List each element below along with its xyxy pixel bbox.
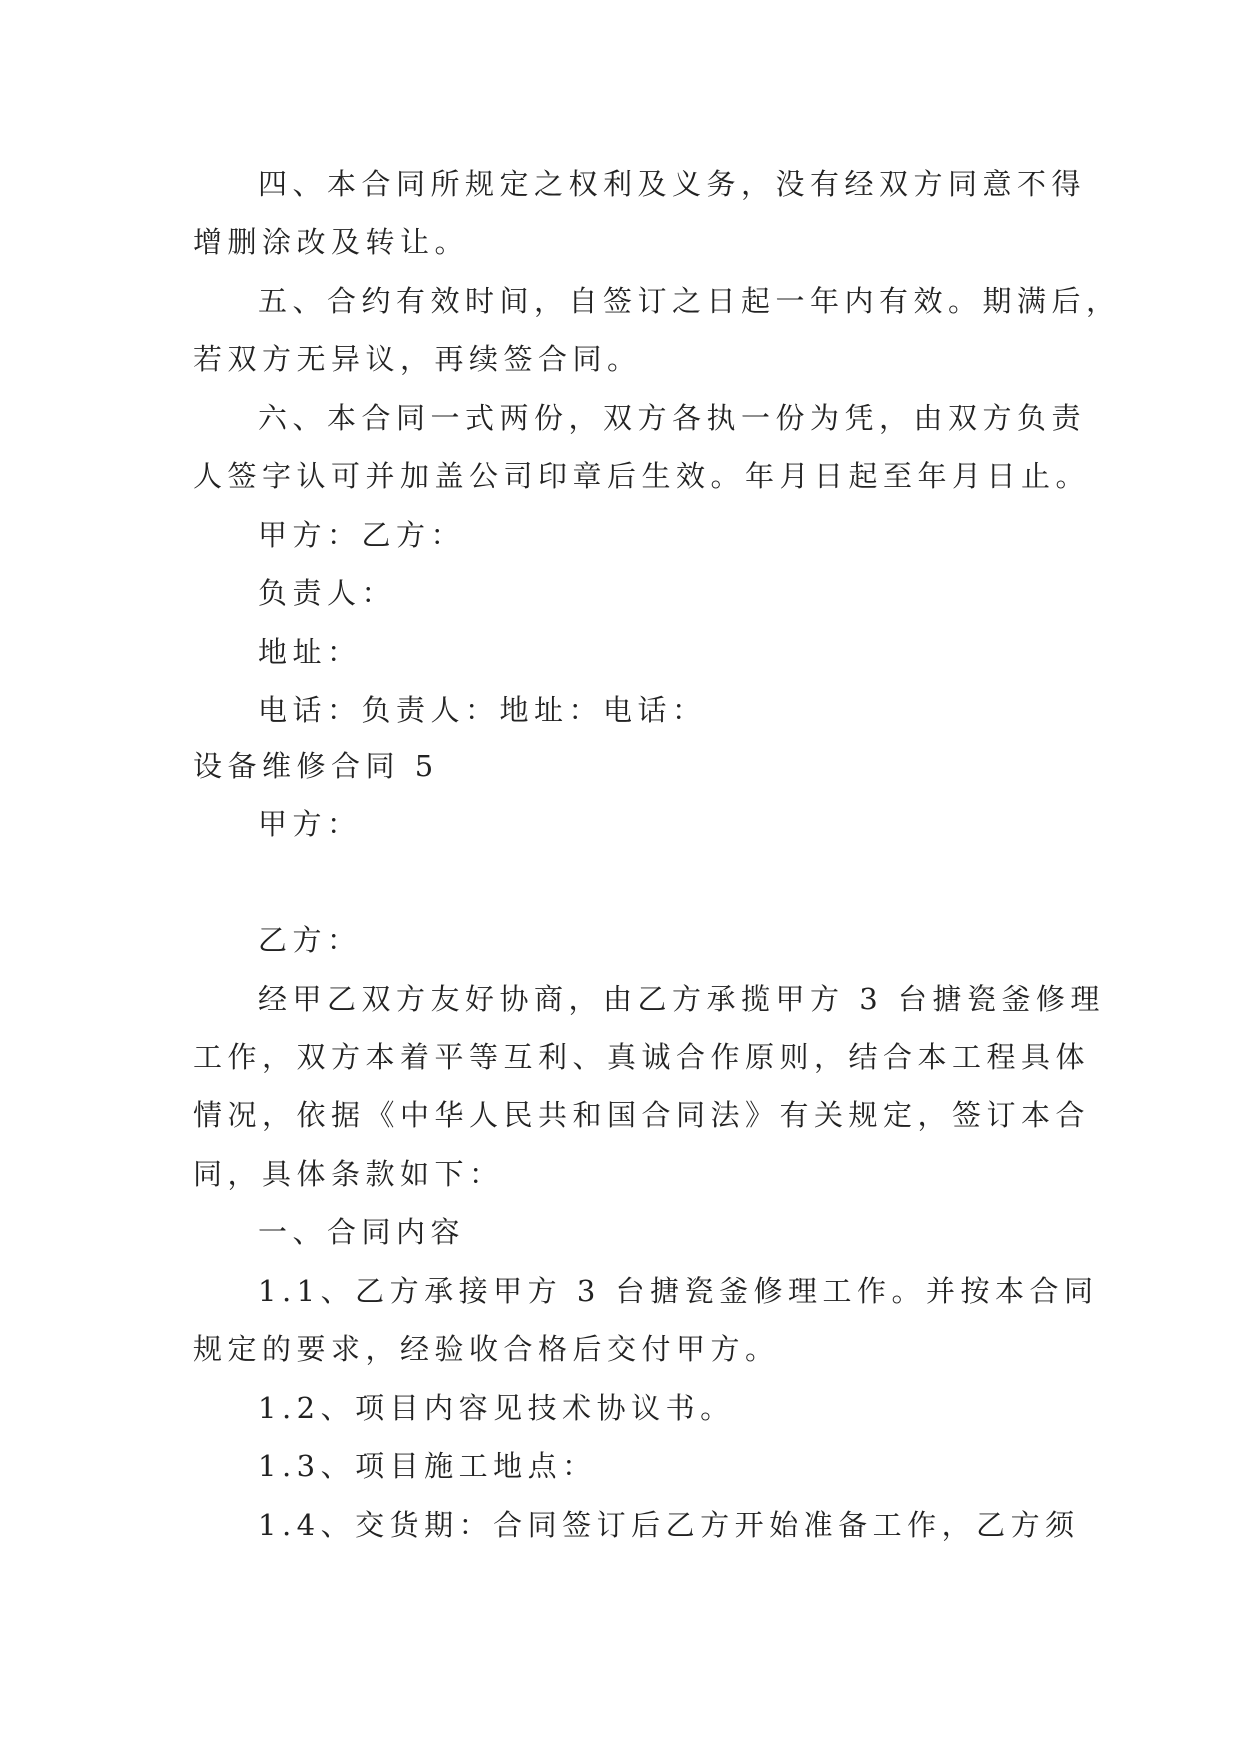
- contract-heading: 设备维修合同 5: [193, 749, 439, 783]
- item-1-1-line-1: 1.1、乙方承接甲方 3 台搪瓷釜修理工作。并按本合同: [258, 1274, 1099, 1308]
- clause-4-line-2: 增删涂改及转让。: [193, 225, 470, 259]
- preamble-line-4: 同，具体条款如下：: [193, 1157, 504, 1191]
- clause-4-line-1: 四、本合同所规定之权利及义务，没有经双方同意不得: [258, 167, 1087, 201]
- item-1-1-line-2: 规定的要求，经验收合格后交付甲方。: [193, 1332, 780, 1366]
- party-b-field: 乙方：: [258, 923, 362, 957]
- address-line: 地址：: [258, 635, 362, 669]
- clause-6-line-1: 六、本合同一式两份，双方各执一份为凭，由双方负责: [258, 401, 1087, 435]
- responsible-person-line: 负责人：: [258, 576, 397, 610]
- party-signature-line: 甲方：乙方：: [258, 518, 466, 552]
- preamble-line-1: 经甲乙双方友好协商，由乙方承揽甲方 3 台搪瓷釜修理: [258, 982, 1105, 1016]
- party-a-field: 甲方：: [258, 807, 362, 841]
- section-1-heading: 一、合同内容: [258, 1215, 466, 1249]
- item-1-3: 1.3、项目施工地点：: [258, 1449, 597, 1483]
- clause-5-line-2: 若双方无异议，再续签合同。: [193, 342, 642, 376]
- item-1-2: 1.2、项目内容见技术协议书。: [258, 1391, 735, 1425]
- preamble-line-3: 情况，依据《中华人民共和国合同法》有关规定，签订本合: [193, 1098, 1091, 1132]
- contact-line: 电话：负责人：地址：电话：: [258, 693, 707, 727]
- clause-6-line-2: 人签字认可并加盖公司印章后生效。年月日起至年月日止。: [193, 459, 1091, 493]
- clause-5-line-1: 五、合约有效时间，自签订之日起一年内有效。期满后，: [258, 284, 1121, 318]
- item-1-4: 1.4、交货期：合同签订后乙方开始准备工作，乙方须: [258, 1508, 1080, 1542]
- preamble-line-2: 工作，双方本着平等互利、真诚合作原则，结合本工程具体: [193, 1040, 1091, 1074]
